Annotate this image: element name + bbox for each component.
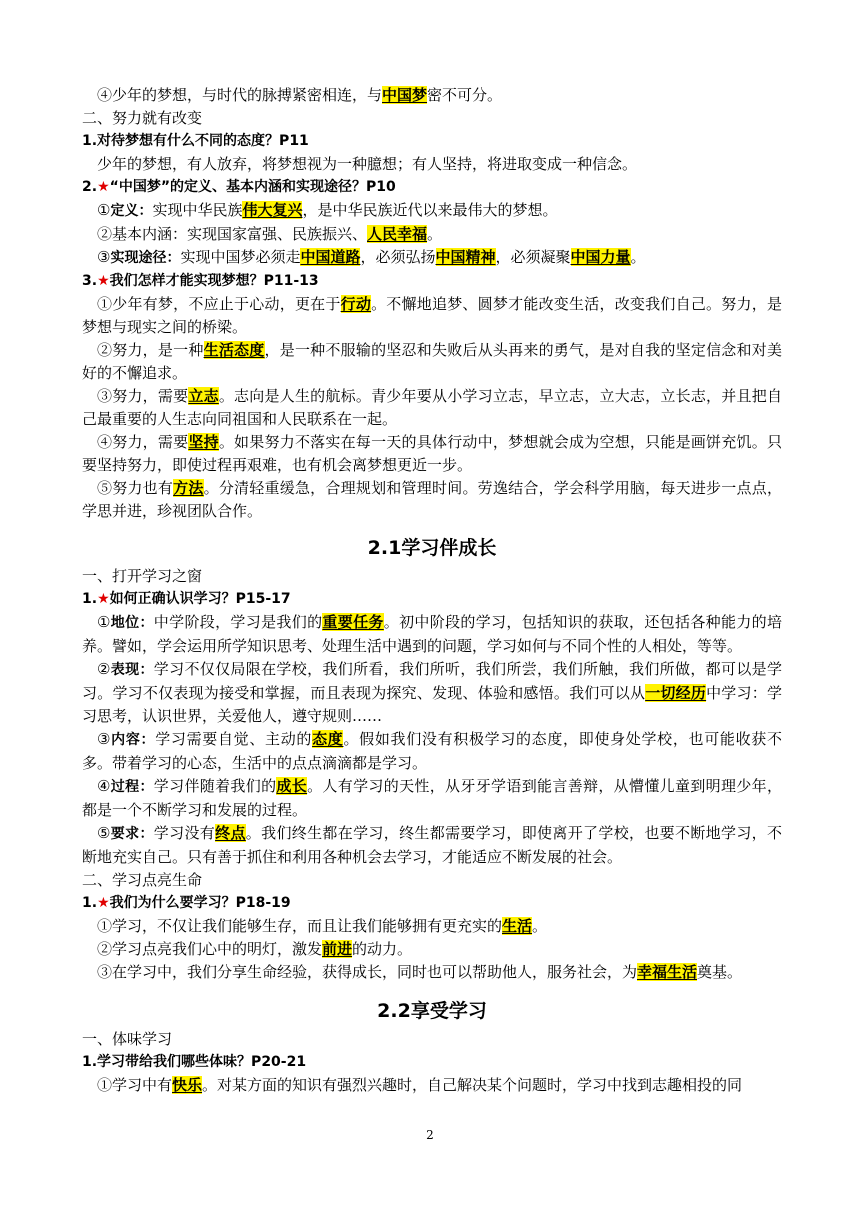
question-heading — [82, 270, 782, 293]
highlighted-keyword: 幸福生活 — [637, 963, 698, 981]
text-run: 。对某方面的知识有强烈兴趣时，自己解决某个问题时，学习中找到志趣相投的同 — [202, 1076, 743, 1094]
text-run: 。 — [427, 225, 443, 243]
paragraph — [82, 915, 782, 938]
text-run: 实现中华民族 — [152, 201, 243, 219]
text-run: “中国梦”的定义、基本内涵和实现途径？P10 — [109, 179, 396, 195]
text-run: 1.学习带给我们哪些体味？P20-21 — [82, 1054, 307, 1070]
paragraph — [82, 961, 782, 984]
text-run: 2.2享受学习 — [377, 1000, 487, 1022]
text-run: 。 — [630, 248, 646, 266]
document-body — [82, 84, 782, 1097]
text-run: 奠基。 — [697, 963, 743, 981]
highlighted-keyword: 生活 — [502, 917, 533, 935]
section-heading — [82, 565, 782, 588]
text-run: ③ — [97, 730, 112, 748]
text-run: 密不可分。 — [427, 86, 503, 104]
text-run: 。我们终生都在学习，终生都需要学习，即使离开了学校，也要不断地学习，不断地充实自己。只有善于抓住和利用各种机会去学习，才能适应不断发展的社会。 — [82, 824, 782, 866]
paragraph — [82, 728, 782, 775]
highlighted-keyword: 态度 — [312, 730, 344, 748]
text-run: 学习不仅仅局限在学校，我们所看，我们所听，我们所尝，我们所触，我们所做，都可以是学习。学习不仅表现为接受和掌握，而且表现为探究、发现、体验和感悟。我们可以从 — [82, 660, 782, 702]
text-run: 1.对待梦想有什么不同的态度？P11 — [82, 133, 309, 149]
text-run: 二、努力就有改变 — [82, 109, 203, 127]
text-run: 的动力。 — [352, 940, 413, 958]
text-run: ，是中华民族近代以来最伟大的梦想。 — [302, 201, 558, 219]
paragraph — [82, 822, 782, 869]
text-run: 。 — [532, 917, 548, 935]
highlighted-keyword: 成长 — [276, 777, 308, 795]
highlighted-keyword: 中国梦 — [382, 86, 428, 104]
question-heading — [82, 892, 782, 915]
text-run: ⑤努力也有 — [97, 479, 174, 497]
paragraph — [82, 339, 782, 385]
text-run: 中学阶段，学习是我们的 — [153, 613, 323, 631]
item-label: 内容： — [111, 732, 156, 748]
text-run: ，必须弘扬 — [360, 248, 436, 266]
text-run: 如何正确认识学习？P15-17 — [109, 591, 291, 607]
text-run: 二、学习点亮生命 — [82, 871, 203, 889]
text-run: 学习需要自觉、主动的 — [155, 730, 313, 748]
chapter-title — [82, 535, 782, 561]
paragraph — [82, 84, 782, 107]
paragraph — [82, 477, 782, 523]
text-run: 实现中国梦必须走 — [180, 248, 301, 266]
star-marker: ★ — [97, 179, 110, 195]
question-heading — [82, 1051, 782, 1074]
text-run: 中学习：学习思考，认识世界，关爱他人，遵守规则…… — [82, 684, 782, 725]
highlighted-keyword: 终点 — [215, 824, 246, 842]
paragraph — [82, 385, 782, 431]
paragraph — [82, 199, 782, 223]
item-label: 过程： — [110, 779, 154, 795]
text-run: ①学习中有 — [97, 1076, 173, 1094]
paragraph — [82, 1074, 782, 1097]
text-run: 学习伴随着我们的 — [153, 777, 277, 795]
text-run: 1. — [82, 895, 98, 911]
highlighted-keyword: 中国道路 — [300, 248, 361, 266]
item-label: 定义： — [110, 203, 153, 219]
text-run: 2. — [82, 179, 98, 195]
text-run: ③努力，需要 — [97, 387, 189, 405]
text-run: ，是一种不服输的坚忍和失败后从头再来的勇气，是对自我的坚定信念和对美好的不懈追求。 — [82, 341, 782, 382]
highlighted-keyword: 坚持 — [188, 433, 219, 451]
highlighted-keyword: 一切经历 — [645, 684, 707, 702]
paragraph — [82, 293, 782, 339]
section-heading — [82, 1028, 782, 1051]
text-run: 一、体味学习 — [82, 1030, 173, 1048]
text-run: 。初中阶段的学习，包括知识的获取，还包括各种能力的培养。譬如，学会运用所学知识思考、处理生活中遇到的问题，学习如何与不同个性的人相处，等等。 — [82, 613, 782, 655]
paragraph — [82, 246, 782, 270]
text-run: ① — [97, 201, 111, 219]
section-heading — [82, 869, 782, 892]
text-run: ① — [97, 613, 111, 631]
text-run: ②学习点亮我们心中的明灯，激发 — [97, 940, 323, 958]
highlighted-keyword: 中国力量 — [570, 248, 631, 266]
highlighted-keyword: 伟大复兴 — [242, 201, 303, 219]
text-run: ③ — [97, 248, 111, 266]
text-run: ②努力，是一种 — [97, 341, 204, 359]
star-marker: ★ — [97, 895, 110, 911]
highlighted-keyword: 中国精神 — [435, 248, 496, 266]
question-heading — [82, 130, 782, 153]
text-run: ③在学习中，我们分享生命经验，获得成长，同时也可以帮助他人，服务社会，为 — [97, 963, 638, 981]
chapter-title — [82, 998, 782, 1024]
text-run: 少年的梦想，有人放弃，将梦想视为一种臆想；有人坚持，将进取变成一种信念。 — [97, 155, 638, 173]
star-marker: ★ — [97, 591, 110, 607]
paragraph — [82, 153, 782, 176]
paragraph — [82, 223, 782, 246]
paragraph — [82, 658, 782, 728]
highlighted-keyword: 行动 — [340, 295, 372, 313]
paragraph — [82, 775, 782, 822]
text-run: 。人有学习的天性，从牙牙学语到能言善辩，从懵懂儿童到明理少年，都是一个不断学习和发展的过程。 — [82, 777, 782, 819]
text-run: ⑤ — [97, 824, 111, 842]
text-run: 。分清轻重缓急，合理规划和管理时间。劳逸结合，学会科学用脑，每天进步一点点，学思并进，珍视团队合作。 — [82, 479, 782, 520]
page-number: 2 — [426, 1128, 434, 1142]
text-run: ④努力，需要 — [97, 433, 189, 451]
text-run: ①学习，不仅让我们能够生存，而且让我们能够拥有更充实的 — [97, 917, 503, 935]
paragraph — [82, 611, 782, 658]
text-run: ④少年的梦想，与时代的脉搏紧密相连，与 — [97, 86, 383, 104]
highlighted-keyword: 快乐 — [172, 1076, 203, 1094]
paragraph — [82, 938, 782, 961]
text-run: ①少年有梦，不应止于心动，更在于 — [97, 295, 341, 313]
highlighted-keyword: 生活态度 — [203, 341, 265, 359]
highlighted-keyword: 前进 — [322, 940, 353, 958]
text-run: 我们为什么要学习？P18-19 — [109, 895, 291, 911]
text-run: 一、打开学习之窗 — [82, 567, 203, 585]
text-run: 我们怎样才能实现梦想？P11-13 — [109, 273, 319, 289]
text-run: 2.1学习伴成长 — [367, 537, 497, 559]
text-run: 。志向是人生的航标。青少年要从小学习立志，早立志，立大志，立长志，并且把自己最重要的人生志向同祖国和人民联系在一起。 — [82, 387, 782, 428]
highlighted-keyword: 重要任务 — [322, 613, 384, 631]
text-run: 1. — [82, 591, 98, 607]
item-label: 地位： — [110, 615, 154, 631]
text-run: ④ — [97, 777, 111, 795]
text-run: 。如果努力不落实在每一天的具体行动中，梦想就会成为空想，只能是画饼充饥。只要坚持努力，即使过程再艰难，也有机会离梦想更近一步。 — [82, 433, 782, 474]
item-label: 要求： — [110, 826, 154, 842]
text-run: 学习没有 — [153, 824, 216, 842]
item-label: 实现途径： — [110, 250, 181, 266]
highlighted-keyword: 方法 — [173, 479, 204, 497]
paragraph — [82, 431, 782, 477]
star-marker: ★ — [97, 273, 110, 289]
section-heading — [82, 107, 782, 130]
item-label: 表现： — [110, 662, 154, 678]
text-run: 。假如我们没有积极学习的态度，即使身处学校，也可能收获不多。带着学习的心态，生活中的点点滴滴都是学习。 — [82, 730, 782, 772]
highlighted-keyword: 立志 — [188, 387, 219, 405]
highlighted-keyword: 人民幸福 — [367, 225, 428, 243]
text-run: ②基本内涵：实现国家富强、民族振兴、 — [97, 225, 368, 243]
text-run: ② — [97, 660, 111, 678]
text-run: 3. — [82, 273, 98, 289]
question-heading — [82, 588, 782, 611]
text-run: ，必须凝聚 — [495, 248, 571, 266]
question-heading — [82, 176, 782, 199]
text-run: 。不懈地追梦、圆梦才能改变生活，改变我们自己。努力，是梦想与现实之间的桥梁。 — [82, 295, 782, 336]
